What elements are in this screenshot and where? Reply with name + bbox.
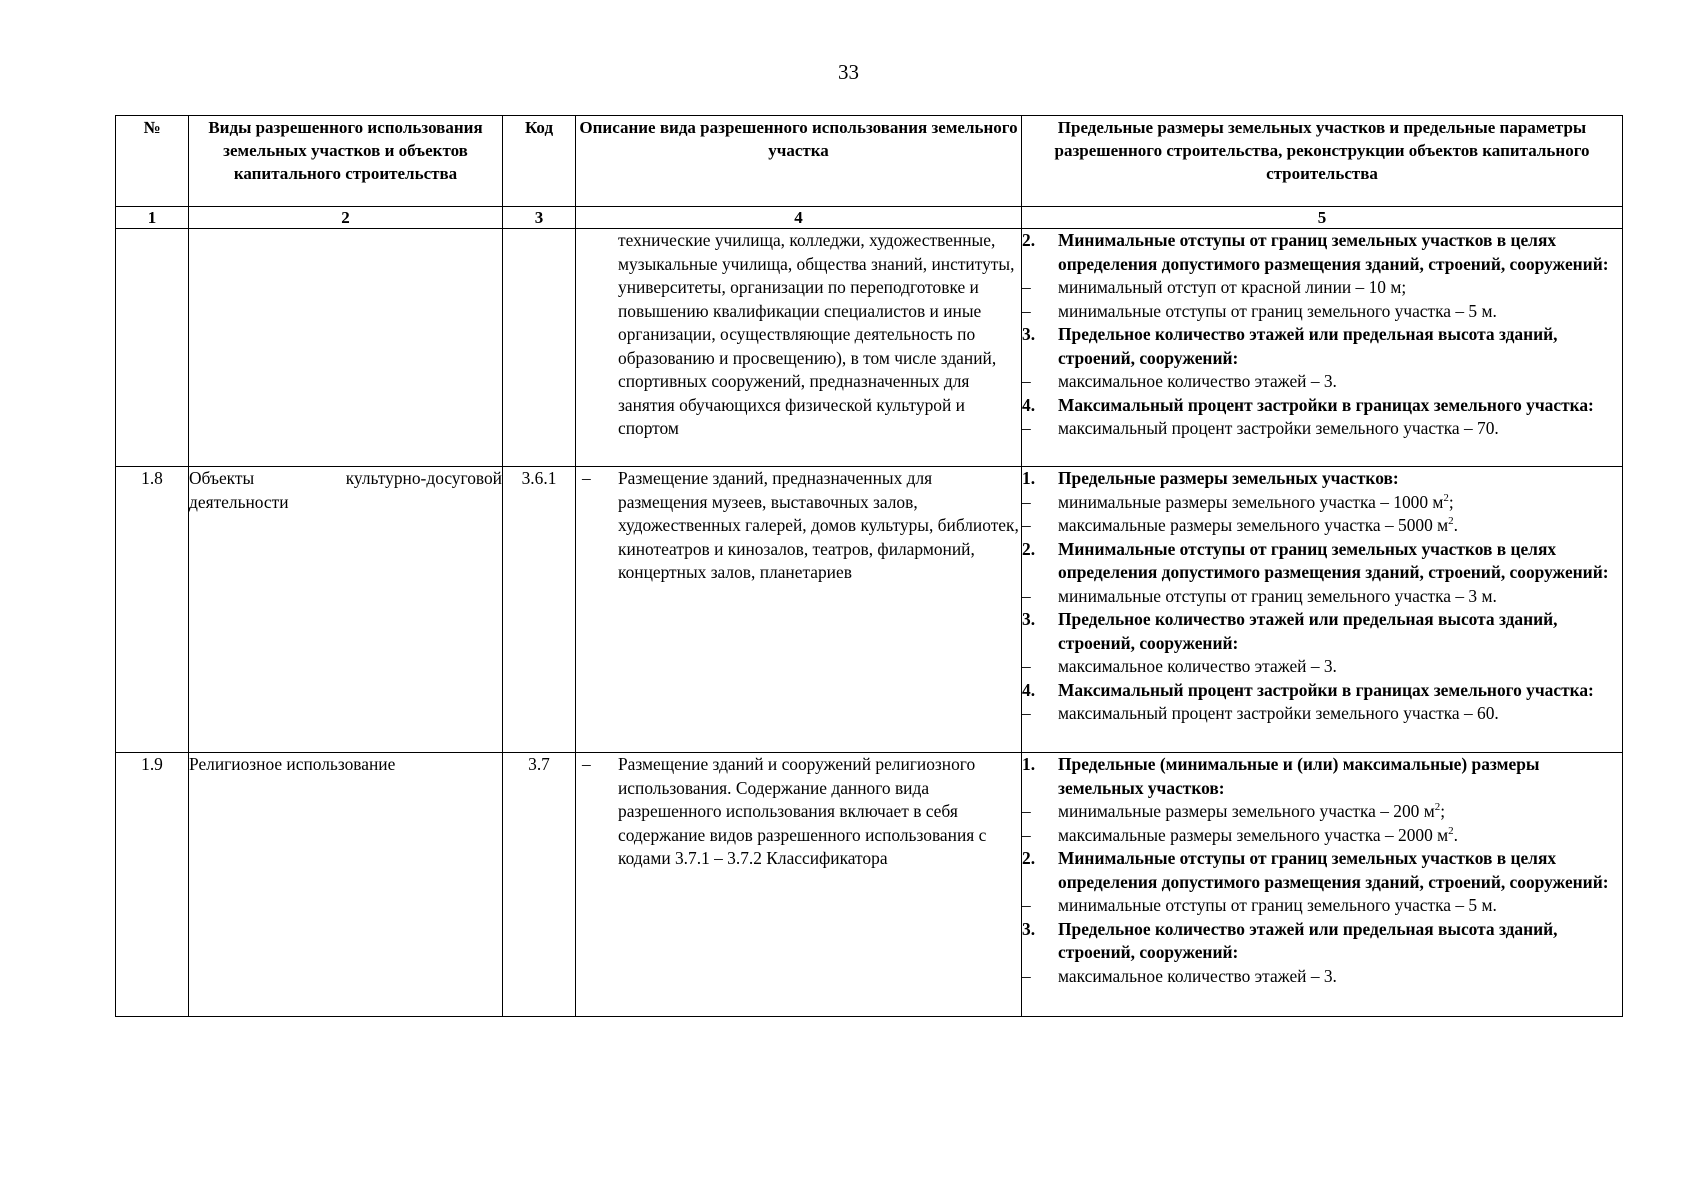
parameter-marker: 3. xyxy=(1022,609,1036,629)
column-number: 1 xyxy=(116,207,189,229)
parameter-heading xyxy=(1022,847,1622,894)
table-row xyxy=(116,229,1623,467)
parameter-text: Предельное количество этажей или предельная высота зданий, строений, сооружений: xyxy=(1058,609,1558,653)
parameter-text-wrap xyxy=(1058,394,1622,418)
header-description: Описание вида разрешенного использования земельного участка xyxy=(576,116,1022,207)
parameter-marker: – xyxy=(1022,965,1031,986)
parameter-tail: ; xyxy=(1440,801,1446,821)
parameter-heading xyxy=(1022,394,1622,418)
parameter-text: максимальное количество этажей – 3. xyxy=(1058,371,1337,391)
use-kind: Религиозное использование xyxy=(189,753,503,1017)
parameter-marker: – xyxy=(1022,801,1031,821)
parameter-heading xyxy=(1022,467,1622,491)
parameter-text-wrap xyxy=(1058,702,1622,726)
parameter-text: максимальный процент застройки земельного участка – 70. xyxy=(1058,418,1499,438)
description-text: Размещение зданий, предназначенных для размещения музеев, выставочных залов, художественных галерей, домов культуры, библиотек, кинотеатров и кинозалов, театров, филармоний, концертных залов, планетариев xyxy=(618,468,1019,582)
use-description xyxy=(576,753,1022,1017)
table-row xyxy=(116,467,1623,753)
parameter-text-wrap xyxy=(1058,824,1622,848)
header-code: Код xyxy=(503,116,576,207)
header-params: Предельные размеры земельных участков и предельные параметры разрешенного строительства, реконструкции объектов капитального строительства xyxy=(1022,116,1623,207)
row-number xyxy=(116,229,189,467)
parameter-text-wrap xyxy=(1058,491,1622,515)
parameter-text: минимальные отступы от границ земельного участка – 5 м. xyxy=(1058,895,1497,915)
parameter-marker: – xyxy=(1022,585,1031,606)
parameter-text-wrap xyxy=(1058,655,1622,679)
parameter-text: максимальное количество этажей – 3. xyxy=(1058,965,1337,986)
parameter-text: Минимальные отступы от границ земельных участков в целях определения допустимого размещения зданий, строений, сооружений: xyxy=(1058,230,1609,274)
use-code: 3.6.1 xyxy=(503,467,576,753)
parameter-tail: ; xyxy=(1448,491,1454,512)
column-number: 2 xyxy=(189,207,503,229)
description-dash: – xyxy=(582,468,591,488)
superscript: 2 xyxy=(1443,491,1449,504)
parameter-item xyxy=(1022,276,1622,300)
parameter-text: Предельные (минимальные и (или) максимальные) размеры земельных участков: xyxy=(1058,754,1540,798)
parameter-text: минимальные размеры земельного участка – 200 м xyxy=(1058,801,1435,821)
parameter-item xyxy=(1022,702,1622,726)
superscript: 2 xyxy=(1448,515,1454,528)
parameter-item xyxy=(1022,370,1622,394)
parameter-text-wrap xyxy=(1058,538,1622,585)
parameter-marker: – xyxy=(1022,371,1031,391)
use-code xyxy=(503,229,576,467)
parameter-marker: – xyxy=(1022,418,1031,438)
parameter-marker: – xyxy=(1022,277,1031,297)
column-number-row xyxy=(116,207,1623,229)
parameter-marker: – xyxy=(1022,515,1031,535)
parameter-heading xyxy=(1022,323,1622,370)
parameter-item xyxy=(1022,300,1622,324)
parameter-item xyxy=(1022,491,1622,515)
use-description xyxy=(576,229,1022,467)
description-text: Размещение зданий и сооружений религиозного использования. Содержание данного вида разрешенного использования включает в себя содержание видов разрешенного использования с кодами 3.7.1 – 3.7.2 Классификатора xyxy=(618,754,987,868)
parameter-marker: 2. xyxy=(1022,848,1036,868)
parameter-heading xyxy=(1022,229,1622,276)
parameter-marker: 1. xyxy=(1022,754,1036,774)
parameter-text-wrap xyxy=(1058,276,1622,300)
parameter-text-wrap xyxy=(1058,514,1622,538)
parameter-item xyxy=(1022,514,1622,538)
superscript: 2 xyxy=(1448,824,1454,837)
parameter-tail: . xyxy=(1453,515,1458,535)
header-kind: Виды разрешенного использования земельных участков и объектов капитального строительства xyxy=(189,116,503,207)
parameter-text-wrap xyxy=(1058,467,1622,491)
page-number: 33 xyxy=(838,60,859,84)
parameter-item xyxy=(1022,800,1622,824)
parameter-text: максимальный процент застройки земельного участка – 60. xyxy=(1058,703,1499,723)
parameter-text: Предельное количество этажей или предельная высота зданий, строений, сооружений: xyxy=(1058,324,1558,368)
parameter-marker: 3. xyxy=(1022,324,1036,344)
parameter-text-wrap xyxy=(1058,965,1622,989)
use-kind xyxy=(189,229,503,467)
use-description xyxy=(576,467,1022,753)
parameter-text-wrap xyxy=(1058,323,1622,370)
parameter-item xyxy=(1022,965,1622,989)
parameter-marker: – xyxy=(1022,491,1031,512)
parameter-text: минимальные размеры земельного участка – 1000 м xyxy=(1058,491,1444,512)
parameter-marker: 2. xyxy=(1022,230,1036,250)
land-use-table xyxy=(115,115,1623,1017)
description-text: технические училища, колледжи, художественные, музыкальные училища, общества знаний, институты, университеты, организации по переподготовке и повышению квалификации специалистов и иные организации, осуществляющие деятельность по образованию и просвещению), в том числе зданий, спортивных сооружений, предназначенных для занятия обучающихся физической культурой и спортом xyxy=(618,230,1015,438)
parameter-marker: 4. xyxy=(1022,394,1036,415)
parameter-item xyxy=(1022,824,1622,848)
parameter-text: минимальные отступы от границ земельного участка – 3 м. xyxy=(1058,585,1497,606)
parameter-text-wrap xyxy=(1058,585,1622,609)
parameter-text-wrap xyxy=(1058,370,1622,394)
parameter-text: максимальное количество этажей – 3. xyxy=(1058,656,1337,676)
parameter-text: максимальные размеры земельного участка – 2000 м xyxy=(1058,824,1449,845)
parameter-text: Минимальные отступы от границ земельных участков в целях определения допустимого размещения зданий, строений, сооружений: xyxy=(1058,848,1609,892)
parameter-text: Предельные размеры земельных участков: xyxy=(1058,468,1399,488)
parameter-text-wrap xyxy=(1058,229,1622,276)
header-row xyxy=(116,116,1623,207)
column-number: 3 xyxy=(503,207,576,229)
parameter-marker: – xyxy=(1022,895,1031,915)
parameter-item xyxy=(1022,655,1622,679)
parameter-text-wrap xyxy=(1058,847,1622,894)
use-kind: Объекты культурно-досуговой деятельности xyxy=(189,467,503,753)
parameter-text-wrap xyxy=(1058,800,1622,824)
description-dash: – xyxy=(582,754,591,774)
parameter-heading xyxy=(1022,753,1622,800)
use-parameters xyxy=(1022,229,1623,467)
description-dash xyxy=(576,229,618,441)
parameter-marker: 3. xyxy=(1022,918,1036,939)
parameter-text: Минимальные отступы от границ земельных участков в целях определения допустимого размещения зданий, строений, сооружений: xyxy=(1058,538,1609,582)
column-number: 4 xyxy=(576,207,1022,229)
parameter-text: минимальные отступы от границ земельного участка – 5 м. xyxy=(1058,300,1497,321)
parameter-marker: – xyxy=(1022,703,1031,723)
parameter-text-wrap xyxy=(1058,300,1622,324)
parameter-text: максимальные размеры земельного участка – 5000 м xyxy=(1058,515,1449,535)
parameter-heading xyxy=(1022,608,1622,655)
parameter-marker: 1. xyxy=(1022,468,1036,488)
use-parameters xyxy=(1022,467,1623,753)
parameter-item xyxy=(1022,894,1622,918)
table-row xyxy=(116,753,1623,1017)
parameter-item xyxy=(1022,417,1622,441)
parameter-text: Максимальный процент застройки в границах земельного участка: xyxy=(1058,679,1594,700)
column-number: 5 xyxy=(1022,207,1623,229)
parameter-marker: – xyxy=(1022,824,1031,845)
parameter-heading xyxy=(1022,918,1622,965)
use-parameters xyxy=(1022,753,1623,1017)
parameter-text: Максимальный процент застройки в границах земельного участка: xyxy=(1058,394,1594,415)
parameter-heading xyxy=(1022,679,1622,703)
parameter-marker: 2. xyxy=(1022,538,1036,559)
parameter-item xyxy=(1022,585,1622,609)
row-number: 1.9 xyxy=(116,753,189,1017)
row-number: 1.8 xyxy=(116,467,189,753)
parameter-marker: – xyxy=(1022,656,1031,676)
parameter-heading xyxy=(1022,538,1622,585)
parameter-text-wrap xyxy=(1058,417,1622,441)
parameter-text: минимальный отступ от красной линии – 10 м; xyxy=(1058,277,1407,297)
parameter-text-wrap xyxy=(1058,753,1622,800)
parameter-tail: . xyxy=(1453,824,1458,845)
parameter-text-wrap xyxy=(1058,918,1622,965)
parameter-text-wrap xyxy=(1058,608,1622,655)
header-no: № xyxy=(116,116,189,207)
parameter-marker: 4. xyxy=(1022,679,1036,700)
parameter-text: Предельное количество этажей или предельная высота зданий, строений, сооружений: xyxy=(1058,918,1558,962)
parameter-marker: – xyxy=(1022,300,1031,321)
use-code: 3.7 xyxy=(503,753,576,1017)
parameter-text-wrap xyxy=(1058,679,1622,703)
superscript: 2 xyxy=(1434,801,1441,814)
parameter-text-wrap xyxy=(1058,894,1622,918)
